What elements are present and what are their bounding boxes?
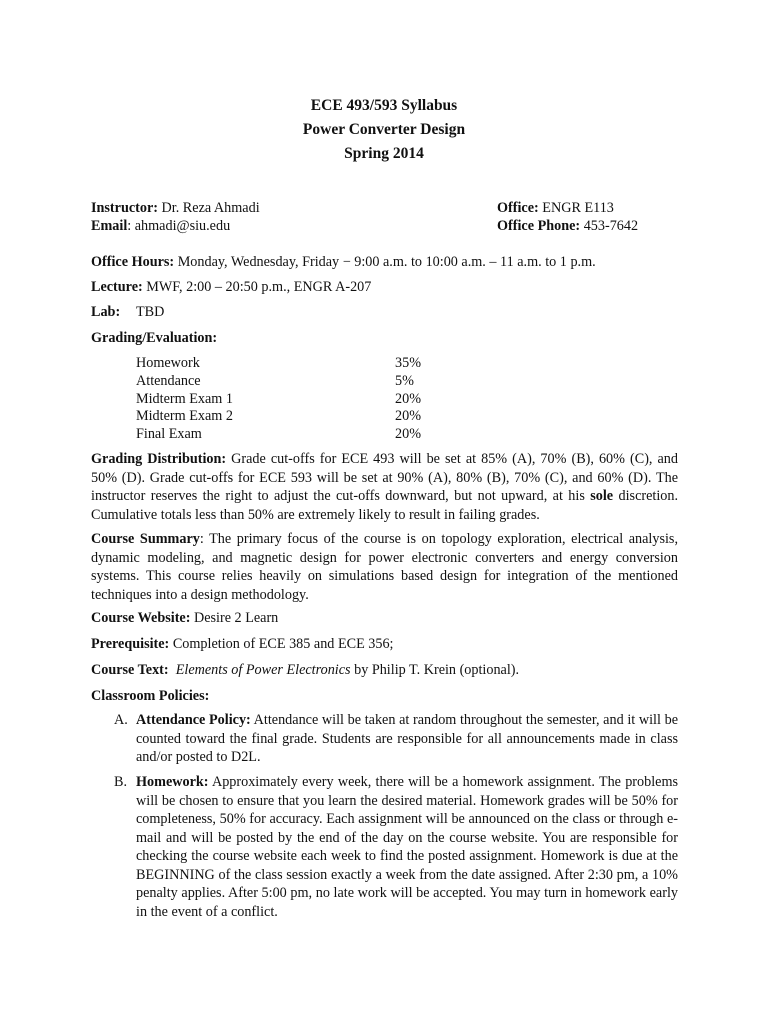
- course-text-title: Elements of Power Electronics: [175, 662, 351, 678]
- phone-line: [497, 216, 638, 236]
- list-marker: B.: [114, 774, 128, 790]
- distribution-text: Grade cut-offs for ECE 493 will be set at 85% (A), 70% (B), 60% (C), and 50% (D). Grade cut-offs for ECE 593 will be set at 90% (A), 80% (B), 70% (C), and 60% (D). The instructor reserves the right to adjust the cut-offs downward, but not upward, at his: [91, 451, 678, 504]
- list-item: [114, 773, 678, 921]
- grading-item-percent: 20%: [395, 408, 422, 424]
- course-text-label: Course Text:: [91, 662, 169, 678]
- phone-label: Office Phone:: [497, 218, 581, 234]
- lab-label: Lab:: [91, 304, 121, 320]
- list-item: [114, 711, 678, 767]
- policy-text: Attendance will be taken at random throughout the semester, and it will be counted toward the final grade. Students are responsible for all announcements made in class and/or posted to D2L.: [136, 712, 678, 765]
- website-label: Course Website:: [91, 610, 191, 626]
- grading-row: [136, 354, 536, 372]
- grading-item-name: Homework: [136, 355, 200, 371]
- distribution-label: Grading Distribution:: [91, 451, 227, 467]
- course-text-line: [91, 660, 519, 680]
- distribution-emphasis: sole: [590, 488, 614, 504]
- grading-item-name: Midterm Exam 1: [136, 391, 233, 407]
- phone-value: 453-7642: [583, 218, 639, 234]
- policies-heading: [91, 686, 209, 706]
- office-value: ENGR E113: [542, 200, 614, 216]
- policies-label: Classroom Policies:: [91, 688, 210, 704]
- grading-item-percent: 20%: [395, 391, 422, 407]
- office-hours-value: Monday, Wednesday, Friday − 9:00 a.m. to 10:00 a.m. – 11 a.m. to 1 p.m.: [177, 254, 596, 270]
- grading-item-percent: 35%: [395, 355, 422, 371]
- policy-text: Approximately every week, there will be a homework assignment. The problems will be chosen to ensure that you learn the desired material. Homework grades will be 50% for completeness, 50% for accuracy. Each assignment will be announced on the class or through e-mail and will be posted by the end of the day on the course website. You are responsible for checking the course website each week to find the posted assignment. Homework is due at the BEGINNING of the class session exactly a week from the date assigned. After 2:30 pm, a 10% penalty applies. After 5:00 pm, no late work will be accepted. You may turn in homework early in the event of a conflict.: [136, 774, 678, 920]
- grading-item-name: Midterm Exam 2: [136, 408, 233, 424]
- prerequisite-line: [91, 634, 394, 654]
- title-block: [0, 94, 768, 166]
- lecture-line: [91, 277, 371, 297]
- course-term: Spring 2014: [344, 145, 424, 162]
- email-line: [91, 216, 230, 236]
- grading-item-name: Final Exam: [136, 426, 202, 442]
- course-text-rest: by Philip T. Krein (optional).: [350, 662, 520, 678]
- course-code: ECE 493/593 Syllabus: [310, 97, 458, 114]
- grading-label: Grading/Evaluation:: [91, 330, 218, 346]
- grading-item-percent: 5%: [395, 373, 414, 389]
- lab-value: TBD: [136, 304, 165, 320]
- email-label: Email: [91, 218, 128, 234]
- summary-text: : The primary focus of the course is on topology exploration, electrical analysis, dynamic modeling, and magnetic design for power electronic converters and energy conversion systems. This course relies heavily on simulations based design for integration of the mentioned techniques into a design methodology.: [91, 531, 678, 603]
- course-summary-paragraph: [91, 530, 678, 604]
- grading-item-percent: 20%: [395, 426, 422, 442]
- grading-row: [136, 390, 536, 408]
- lab-line: [91, 302, 164, 322]
- lecture-value: MWF, 2:00 – 20:50 p.m., ENGR A-207: [146, 279, 372, 295]
- list-marker: A.: [114, 712, 128, 728]
- lecture-label: Lecture:: [91, 279, 143, 295]
- distribution-text-end: discretion. Cumulative totals less than 50% are extremely likely to result in failing grades.: [91, 488, 678, 523]
- office-label: Office:: [497, 200, 539, 216]
- grading-row: [136, 372, 536, 390]
- website-line: [91, 608, 278, 628]
- policy-label: Homework:: [136, 774, 209, 790]
- policy-label: Attendance Policy:: [136, 712, 251, 728]
- office-hours-label: Office Hours:: [91, 254, 175, 270]
- email-value: : ahmadi@siu.edu: [127, 218, 231, 234]
- instructor-value: Dr. Reza Ahmadi: [161, 200, 260, 216]
- prereq-label: Prerequisite:: [91, 636, 170, 652]
- grading-row: [136, 425, 536, 443]
- prereq-value: Completion of ECE 385 and ECE 356;: [172, 636, 394, 652]
- grading-row: [136, 407, 536, 425]
- grading-distribution-paragraph: [91, 450, 678, 524]
- instructor-label: Instructor:: [91, 200, 158, 216]
- grading-heading: [91, 328, 217, 348]
- website-value: Desire 2 Learn: [193, 610, 279, 626]
- instructor-line: [91, 198, 260, 218]
- office-line: [497, 198, 614, 218]
- summary-label: Course Summary: [91, 531, 200, 547]
- office-hours-line: [91, 252, 596, 272]
- grading-item-name: Attendance: [136, 373, 201, 389]
- course-name: Power Converter Design: [302, 121, 466, 138]
